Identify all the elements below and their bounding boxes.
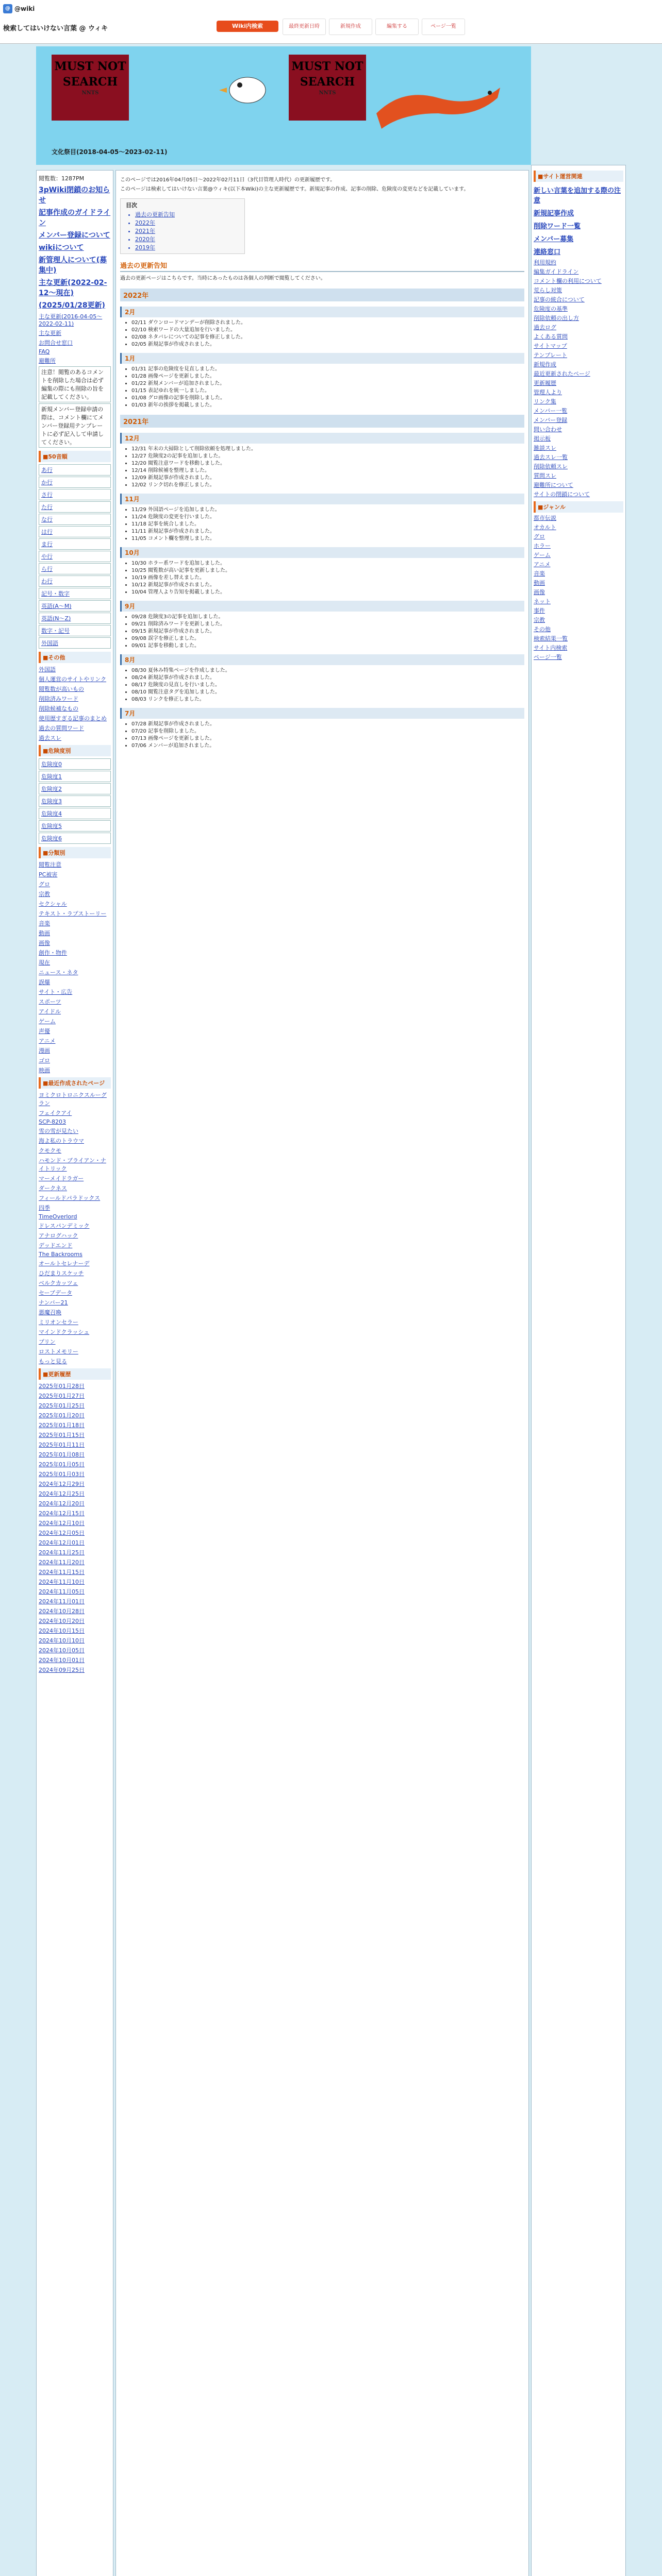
updated-link[interactable]: 2024年12月29日 [39, 1481, 85, 1487]
recent-page-link[interactable]: The Backrooms [39, 1251, 82, 1258]
news-list [120, 560, 524, 596]
toc-list [126, 210, 239, 251]
bird-illustration [217, 62, 278, 113]
left-main-links [39, 184, 111, 310]
genre-link[interactable]: 動画 [39, 930, 50, 937]
news-item: • 02/10 検索ワードの大量追加を行いました。 [131, 327, 524, 333]
genre-link[interactable]: ゴロ [39, 1057, 50, 1064]
aiueo-list [39, 464, 111, 649]
news-list [120, 721, 524, 749]
right-sidebar [531, 165, 626, 2576]
aiueo-link[interactable]: あ行 [39, 464, 111, 476]
updated-link[interactable]: 2025年01月27日 [39, 1393, 85, 1399]
updated-link[interactable]: 2025年01月05日 [39, 1461, 85, 1468]
left-misc-link[interactable]: 主な更新 [39, 330, 61, 336]
month-heading: 8月 [120, 654, 524, 665]
right-link[interactable]: 荒らし対策 [534, 287, 562, 294]
genre-link[interactable]: スポーツ [39, 998, 61, 1005]
right-link[interactable]: 管理人より [534, 389, 562, 396]
left-main-link[interactable]: 3pWiki閉鎖のお知らせ [39, 186, 110, 205]
left-main-link[interactable]: 記事作成のガイドライン [39, 209, 111, 227]
misc-link[interactable]: 使用歴すぎる記事のまとめ [39, 715, 107, 722]
aiueo-link[interactable]: さ行 [39, 489, 111, 500]
news-item: • 11/11 新規記事が作成されました。 [131, 528, 524, 535]
right-big-links [534, 185, 623, 256]
recent-page-link[interactable]: ハモンド・ブライアン・ナイトリック [39, 1157, 106, 1172]
updated-link[interactable]: 2024年12月25日 [39, 1490, 85, 1497]
right-footer-link[interactable]: サイト内検索 [534, 645, 568, 651]
toc-item[interactable]: • 2021年 [135, 227, 239, 235]
danger-link[interactable]: 危険度6 [39, 833, 111, 844]
right-genre-link[interactable]: オカルト [534, 524, 556, 531]
aiueo-link[interactable]: わ行 [39, 575, 111, 587]
recent-page-link[interactable]: ナンバー21 [39, 1299, 68, 1306]
right-big-link[interactable]: 連絡窓口 [534, 248, 561, 256]
recent-page-link[interactable]: プリン [39, 1338, 56, 1345]
aiueo-link[interactable]: 英語(A〜M) [39, 600, 111, 612]
news-item: • 12/09 新規記事が作成されました。 [131, 474, 524, 481]
right-link[interactable]: 問い合わせ [534, 426, 562, 433]
right-genre-link[interactable]: 音楽 [534, 570, 545, 577]
toc-item[interactable]: • 2019年 [135, 243, 239, 251]
top-bar [0, 0, 662, 44]
updated-link[interactable]: 2024年10月10日 [39, 1637, 85, 1644]
news-item: • 12/14 削除候補を整理しました。 [131, 467, 524, 474]
misc-heading: ■その他 [39, 652, 111, 663]
banner-left-sub: NNTS [81, 90, 99, 96]
danger-link[interactable]: 危険度2 [39, 783, 111, 794]
news-item: • 12/27 危険度2の記事を追加しました。 [131, 453, 524, 460]
banner-mns-left [52, 55, 129, 121]
left-misc-links [39, 312, 111, 365]
news-item: • 11/29 外国語ページを追加しました。 [131, 506, 524, 513]
right-link[interactable]: サイトの閉鎖について [534, 491, 590, 498]
news-item: • 01/15 表記ゆれを統一しました。 [131, 387, 524, 394]
left-notice-2: 新規メンバー登録申請の際は、コメント欄にてメンバー登録用テンプレートに必ず記入して申請してください。 [39, 403, 111, 448]
genre-link[interactable]: アニメ [39, 1038, 56, 1044]
danger-list [39, 758, 111, 844]
recent-page-link[interactable]: TimeOverlord [39, 1213, 77, 1220]
right-genre-link[interactable]: 都市伝説 [534, 515, 556, 521]
news-item: • 09/01 記事を移動しました。 [131, 642, 524, 649]
left-misc-link[interactable]: 主な更新(2016-04-05〜2022-02-11) [39, 313, 103, 327]
updated-link[interactable]: 2024年11月05日 [39, 1588, 85, 1595]
misc-link[interactable]: 削除候補なもの [39, 705, 78, 712]
right-link[interactable]: 削除依頼スレ [534, 463, 568, 470]
updated-link[interactable]: 2025年01月25日 [39, 1402, 85, 1409]
recent-page-link[interactable]: ヨミクロトロニクスルーグラン [39, 1092, 107, 1107]
genre-link[interactable]: 宗教 [39, 891, 50, 897]
left-main-link[interactable]: 主な更新(2022-02-12〜現在) [39, 279, 107, 297]
recent-page-link[interactable]: 雪の雪が見たい [39, 1128, 78, 1134]
right-link[interactable]: 過去ログ [534, 324, 556, 331]
nav-last-updated[interactable]: 最終更新日時 [283, 19, 326, 35]
right-genre-list [534, 515, 623, 633]
recent-heading: ■最近作成されたページ [39, 1077, 111, 1089]
genre-link[interactable]: テキスト・ラプストーリー [39, 910, 107, 917]
news-item: • 01/22 新規メンバーが追加されました。 [131, 380, 524, 387]
news-item: • 10/25 閲覧数が高い記事を更新しました。 [131, 567, 524, 574]
genre-link[interactable]: ニュース・ネタ [39, 969, 78, 976]
updated-link[interactable]: 2024年11月01日 [39, 1598, 85, 1605]
right-genre-link[interactable]: 動画 [534, 580, 545, 586]
updated-link[interactable]: 2024年10月01日 [39, 1657, 85, 1664]
year-heading: 2021年 [120, 415, 524, 428]
updated-link[interactable]: 2025年01月15日 [39, 1432, 85, 1438]
updated-link[interactable]: 2025年01月03日 [39, 1471, 85, 1478]
right-link[interactable]: 利用規約 [534, 259, 556, 266]
news-item: • 07/20 記事を削除しました。 [131, 728, 524, 735]
toc-title: 目次 [126, 202, 137, 209]
aiueo-link[interactable]: か行 [39, 477, 111, 488]
aiueo-link[interactable]: ら行 [39, 563, 111, 574]
news-item: • 09/15 新規記事が作成されました。 [131, 628, 524, 635]
right-link[interactable]: 質問スレ [534, 472, 556, 479]
recent-page-link[interactable]: ミリオンセラー [39, 1319, 78, 1326]
news-item: • 08/10 閲覧注意タグを追加しました。 [131, 689, 524, 696]
recent-page-link[interactable]: オールトセレナーデ [39, 1260, 90, 1267]
right-link[interactable]: コメント欄の利用について [534, 278, 602, 284]
toc-item[interactable]: • 過去の更新告知 [135, 210, 239, 218]
aiueo-link[interactable]: な行 [39, 514, 111, 525]
year-heading: 2022年 [120, 289, 524, 301]
right-footer-link[interactable]: 検索結果一覧 [534, 635, 568, 642]
news-list [120, 446, 524, 488]
misc-link[interactable]: 個人運営のサイトやリンク [39, 676, 107, 683]
danger-link[interactable]: 危険度0 [39, 758, 111, 770]
genre-heading: ■分類別 [39, 847, 111, 858]
right-big-link[interactable]: 新規記事作成 [534, 210, 574, 217]
recent-page-link[interactable]: ロストメモリー [39, 1348, 78, 1355]
banner-left-title: MUST NOT SEARCH [54, 60, 126, 89]
misc-list [39, 665, 111, 742]
aiueo-link[interactable]: 外国語 [39, 637, 111, 649]
left-misc-link[interactable]: お問合せ窓口 [39, 340, 73, 346]
news-item: • 01/03 新年の挨拶を掲載しました。 [131, 402, 524, 409]
misc-link[interactable]: 閲覧数が高いもの [39, 686, 84, 692]
news-list [120, 366, 524, 409]
news-item: • 02/11 ダウンロードマンデーが削除されました。 [131, 319, 524, 326]
news-list [120, 506, 524, 542]
table-of-contents [120, 198, 245, 254]
banner-mns-right [289, 55, 366, 121]
updated-link[interactable]: 2024年10月28日 [39, 1608, 85, 1615]
genre-link[interactable]: アイドル [39, 1008, 61, 1015]
news-item: • 01/08 グロ画像の記事を削除しました。 [131, 395, 524, 401]
danger-link[interactable]: 危険度5 [39, 820, 111, 832]
recent-page-link[interactable]: ベルクカッツェ [39, 1280, 78, 1286]
recent-more-link[interactable]: もっと見る [39, 1358, 67, 1365]
recent-page-link[interactable]: 悪魔召喚 [39, 1309, 61, 1316]
genre-link[interactable]: ゲーム [39, 1018, 56, 1025]
recent-page-link[interactable]: セーブデータ [39, 1290, 73, 1296]
updated-link[interactable]: 2024年12月05日 [39, 1530, 85, 1536]
lizard-illustration [371, 67, 505, 144]
genre-link[interactable]: サイト・広告 [39, 989, 73, 995]
nav-page-list[interactable]: ページ一覧 [422, 19, 465, 35]
right-link[interactable]: よくある質問 [534, 333, 568, 340]
genre-link[interactable]: 誤爆 [39, 979, 50, 986]
left-notice: 注意！閲覧のあるコメントを削除した場合は必ず編集の際にも削除の旨を記載してください。 [39, 366, 111, 402]
wiki-search-button[interactable]: Wiki内検索 [217, 21, 278, 32]
main-content [115, 170, 529, 2576]
month-heading: 12月 [120, 433, 524, 444]
misc-link[interactable]: 外国語 [39, 666, 56, 673]
news-item: • 08/03 リンクを修正しました。 [131, 696, 524, 703]
genre-list [39, 860, 111, 1074]
right-link[interactable]: テンプレート [534, 352, 568, 359]
recent-page-link[interactable]: フェイクアイ [39, 1110, 72, 1116]
right-link[interactable]: 危険度の基準 [534, 306, 568, 312]
recent-page-link[interactable]: マインドクラッシュ [39, 1329, 90, 1335]
recent-page-link[interactable]: ドレスパンデミック [39, 1223, 90, 1229]
aiueo-link[interactable]: た行 [39, 501, 111, 513]
banner-right-title: MUST NOT SEARCH [291, 60, 363, 89]
nav-new-page[interactable]: 新規作成 [329, 19, 372, 35]
news-item: • 01/31 記事の危険度を見直しました。 [131, 366, 524, 372]
section-text: 過去の更新ページはこちらです。当時にあったものは各個人の判断で閲覧してください。 [120, 276, 326, 281]
right-link[interactable]: サイトマップ [534, 343, 567, 349]
updated-link[interactable]: 2025年01月18日 [39, 1422, 85, 1429]
right-genre-link[interactable]: 画像 [534, 589, 545, 596]
news-item: • 09/21 削除済みワードを更新しました。 [131, 621, 524, 628]
danger-link[interactable]: 危険度4 [39, 808, 111, 819]
genre-link[interactable]: PC被害 [39, 871, 58, 878]
danger-link[interactable]: 危険度1 [39, 771, 111, 782]
news-item: • 09/28 危険度3の記事を追加しました。 [131, 614, 524, 620]
left-sidebar [36, 170, 113, 2576]
right-genre-link[interactable]: アニメ [534, 561, 551, 568]
danger-heading: ■危険度別 [39, 745, 111, 756]
genre-link[interactable]: 声優 [39, 1028, 50, 1035]
news-item: • 11/05 コメント欄を整理しました。 [131, 535, 524, 542]
month-heading: 7月 [120, 708, 524, 719]
genre-link[interactable]: 音楽 [39, 920, 50, 927]
recent-page-link[interactable]: クモクモ [39, 1147, 61, 1154]
updated-link[interactable]: 2024年11月20日 [39, 1559, 85, 1566]
right-link[interactable]: 過去スレ一覧 [534, 454, 568, 461]
right-genre-link[interactable]: グロ [534, 533, 545, 540]
right-big-link[interactable]: 新しい言葉を追加する際の注意 [534, 187, 621, 205]
right-link[interactable]: 更新履歴 [534, 380, 556, 386]
news-item: • 10/12 新規記事が作成されました。 [131, 582, 524, 588]
news-item: • 12/20 閲覧注意ワードを移動しました。 [131, 460, 524, 467]
updated-link[interactable]: 2024年12月01日 [39, 1539, 85, 1546]
news-list [120, 614, 524, 649]
aiueo-link[interactable]: 英語(N〜Z) [39, 613, 111, 624]
intro-text-2: このページは検索してはいけない言葉@ウィキ(以下本Wiki)の主な更新履歴です。新規記事の作成、記事の削除、危険度の変更などを記載しています。 [120, 187, 469, 192]
recent-page-link[interactable]: マーメイドラガー [39, 1175, 84, 1182]
year-sections [120, 289, 524, 749]
updated-link[interactable]: 2025年01月11日 [39, 1442, 85, 1448]
news-item: • 12/02 リンク切れを修正しました。 [131, 482, 524, 488]
month-heading: 10月 [120, 547, 524, 558]
left-main-link[interactable]: メンバー登録について [39, 231, 110, 240]
recent-page-link[interactable]: 四季 [39, 1205, 50, 1211]
right-genre-link[interactable]: その他 [534, 626, 551, 633]
right-genre-link[interactable]: ゲーム [534, 552, 551, 558]
intro-text-1: このページでは2016年04月05日〜2022年02月11日（3代目管理人時代）の更新履歴です。 [120, 177, 336, 183]
aiueo-link[interactable]: や行 [39, 551, 111, 562]
month-heading: 9月 [120, 601, 524, 612]
left-main-link[interactable]: 新管理人について(募集中) [39, 256, 107, 275]
updated-link[interactable]: 2024年12月20日 [39, 1500, 85, 1507]
atwiki-icon: @ [3, 4, 12, 13]
banner-caption: 文化祭目(2018-04-05〜2023-02-11) [52, 148, 168, 156]
aiueo-heading: ■50音順 [39, 451, 111, 462]
right-genre-link[interactable]: 事件 [534, 607, 545, 614]
aiueo-link[interactable]: 数字・記号 [39, 625, 111, 636]
news-item: • 07/28 新規記事が作成されました。 [131, 721, 524, 727]
news-item: • 10/30 ホラー系ワードを追加しました。 [131, 560, 524, 567]
right-genre-link[interactable]: ネット [534, 598, 551, 605]
news-item: • 07/13 画像ページを更新しました。 [131, 735, 524, 742]
news-list [120, 319, 524, 348]
updated-link[interactable]: 2025年01月20日 [39, 1412, 85, 1419]
news-item: • 11/18 記事を統合しました。 [131, 521, 524, 528]
updated-link[interactable]: 2025年01月28日 [39, 1383, 85, 1389]
news-item: • 07/06 メンバーが追加されました。 [131, 742, 524, 749]
updated-link[interactable]: 2024年11月15日 [39, 1569, 85, 1575]
nav-edit[interactable]: 編集する [375, 19, 419, 35]
news-item: • 10/19 画像を差し替えました。 [131, 574, 524, 581]
updated-link[interactable]: 2025年01月08日 [39, 1451, 85, 1458]
news-item: • 08/30 夏休み特集ページを作成しました。 [131, 667, 524, 674]
news-item: • 01/28 画像ページを更新しました。 [131, 373, 524, 380]
genre-link[interactable]: グロ [39, 881, 50, 888]
news-item: • 09/08 誤字を修正しました。 [131, 635, 524, 642]
recent-page-link[interactable]: ひだまりスケッチ [39, 1270, 84, 1277]
recent-page-link[interactable]: デッドエンド [39, 1242, 73, 1249]
news-item: • 08/24 新規記事が作成されました。 [131, 674, 524, 681]
aiueo-link[interactable]: 記号・数字 [39, 588, 111, 599]
genre-link[interactable]: 映画 [39, 1067, 50, 1074]
top-nav [283, 19, 465, 35]
site-banner [36, 46, 531, 165]
left-main-link[interactable]: (2025/01/28更新) [39, 301, 105, 310]
right-link[interactable]: リンク集 [534, 398, 556, 405]
updated-link[interactable]: 2024年11月25日 [39, 1549, 85, 1556]
site-title[interactable]: 検索してはいけない言葉 @ ウィキ [3, 25, 108, 32]
right-genre-heading: ■ジャンル [534, 501, 623, 513]
news-list [120, 667, 524, 703]
right-link[interactable]: 新規作成 [534, 361, 556, 368]
right-link[interactable]: 雑談スレ [534, 445, 556, 451]
month-heading: 11月 [120, 494, 524, 504]
updated-link[interactable]: 2024年10月15日 [39, 1628, 85, 1634]
view-count: 閲覧数：1287PM [39, 175, 85, 182]
updated-link[interactable]: 2024年10月05日 [39, 1647, 85, 1654]
recent-list [39, 1091, 111, 1355]
aiueo-link[interactable]: は行 [39, 526, 111, 537]
recent-page-link[interactable]: 海よ私のトラウマ [39, 1138, 84, 1144]
genre-link[interactable]: 現在 [39, 959, 50, 966]
right-big-link[interactable]: メンバー募集 [534, 235, 574, 243]
updated-link[interactable]: 2024年11月10日 [39, 1579, 85, 1585]
left-misc-link[interactable]: FAQ [39, 348, 50, 355]
updated-list [39, 1382, 111, 1674]
recent-page-link[interactable]: フィールドパラドックス [39, 1195, 101, 1201]
wiki-short-name: @wiki [14, 5, 35, 12]
updated-link[interactable]: 2024年12月15日 [39, 1510, 85, 1517]
misc-link[interactable]: 過去の質問ワード [39, 725, 84, 732]
banner-right-sub: NNTS [319, 90, 336, 96]
month-heading: 1月 [120, 353, 524, 364]
toc-item[interactable]: • 2022年 [135, 218, 239, 227]
recent-page-link[interactable]: ダークネス [39, 1185, 67, 1192]
left-main-link[interactable]: wikiについて [39, 244, 84, 252]
toc-item[interactable]: • 2020年 [135, 235, 239, 243]
right-genre-link[interactable]: ホラー [534, 543, 551, 549]
right-header: ■サイト運営関連 [534, 171, 623, 182]
updated-heading: ■更新履歴 [39, 1368, 111, 1380]
misc-link[interactable]: 削除済みワード [39, 696, 78, 702]
news-item: • 02/08 ネタバレについての記事を修正しました。 [131, 334, 524, 341]
updated-link[interactable]: 2024年10月20日 [39, 1618, 85, 1624]
news-item: • 12/31 年末の大掃除として削除依頼を処理しました。 [131, 446, 524, 452]
news-item: • 10/04 管理人より告知を掲載しました。 [131, 589, 524, 596]
genre-link[interactable]: 漫画 [39, 1047, 50, 1054]
right-footer-links [534, 635, 623, 661]
misc-link[interactable]: 過去スレ [39, 735, 61, 741]
recent-page-link[interactable]: アナログハック [39, 1232, 78, 1239]
right-big-link[interactable]: 削除ワード一覧 [534, 223, 581, 230]
wiki-logo[interactable] [3, 3, 137, 14]
right-link[interactable]: 掲示板 [534, 435, 551, 442]
left-misc-link[interactable]: 避難所 [39, 358, 56, 364]
right-links [534, 259, 623, 498]
danger-link[interactable]: 危険度3 [39, 795, 111, 807]
news-item: • 11/24 危険度の変更を行いました。 [131, 514, 524, 520]
news-item: • 08/17 危険度の見直しを行いました。 [131, 682, 524, 688]
right-link[interactable]: 最近更新されたページ [534, 370, 590, 377]
right-link[interactable]: 記事の統合について [534, 296, 585, 303]
genre-link[interactable]: セクシャル [39, 901, 67, 907]
aiueo-link[interactable]: ま行 [39, 538, 111, 550]
month-heading: 2月 [120, 307, 524, 317]
updated-link[interactable]: 2024年09月25日 [39, 1667, 85, 1673]
right-link[interactable]: 避難所について [534, 482, 573, 488]
right-link[interactable]: メンバー一覧 [534, 408, 568, 414]
right-link[interactable]: 削除依頼の出し方 [534, 315, 579, 321]
genre-link[interactable]: 創作・物件 [39, 950, 67, 956]
right-genre-link[interactable]: 宗教 [534, 617, 545, 623]
right-footer-link[interactable]: ページ一覧 [534, 654, 562, 660]
right-link[interactable]: メンバー登録 [534, 417, 568, 423]
news-item: • 02/05 新規記事が作成されました。 [131, 341, 524, 348]
genre-link[interactable]: 閲覧注意 [39, 861, 61, 868]
updated-link[interactable]: 2024年12月10日 [39, 1520, 85, 1527]
recent-page-link[interactable]: SCP-8203 [39, 1118, 67, 1125]
genre-link[interactable]: 画像 [39, 940, 50, 946]
right-link[interactable]: 編集ガイドライン [534, 268, 579, 275]
section-title: 過去の更新告知 [120, 260, 524, 272]
